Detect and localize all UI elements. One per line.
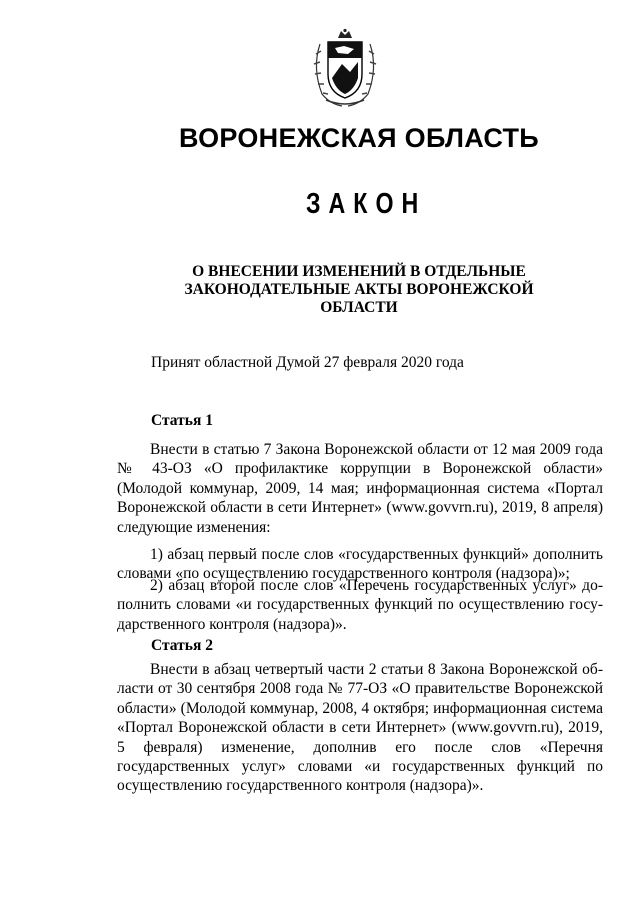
article-2-text: Внести в абзац четвертый части 2 статьи 8 Закона Воронежской области от 30 сентября 2008 года № 77-ОЗ «О правительстве Воронежской области» (Молодой коммунар, 2008, 4 октября; информационная система «Портал Воронежской области в сети Интернет» (www.govvrn.ru), 2019, 5 февраля) изменение, дополнив его после слов «Перечня государственных услуг» словами «и государственных функций по осуществлению государственного контроля (надзора)».: [117, 661, 603, 795]
article-1-item-2: 2) абзац второй после слов «Перечень государственных услуг» дополнить словами «и государственных функций по осуществлению государственного контроля (надзора)».: [117, 577, 603, 633]
region-title: ВОРОНЕЖСКАЯ ОБЛАСТЬ: [178, 123, 540, 153]
article-2-title: Статья 2: [151, 637, 213, 654]
law-heading: [160, 263, 558, 317]
article-1-title: Статья 1: [151, 412, 213, 429]
heading-line: ОБЛАСТИ: [320, 299, 398, 316]
law-title: ЗАКОН: [306, 188, 427, 220]
adoption-date: Принят областной Думой 27 февраля 2020 года: [151, 354, 464, 371]
coat-of-arms-emblem: [308, 28, 382, 108]
heading-line: ЗАКОНОДАТЕЛЬНЫЕ АКТЫ ВОРОНЕЖСКОЙ: [184, 281, 534, 298]
article-1-intro: Внести в статью 7 Закона Воронежской области от 12 мая 2009 года № 43-ОЗ «О профилактике коррупции в Воронежской области» (Молодой коммунар, 2009, 14 мая; информационная система «Портал Воронежской области в сети Интернет» (www.govvrn.ru), 2019, 8 апреля) следующие изменения:: [117, 441, 603, 536]
heading-line: О ВНЕСЕНИИ ИЗМЕНЕНИЙ В ОТДЕЛЬНЫЕ: [192, 263, 526, 280]
article-1-item-1: 1) абзац первый после слов «государственных функций» дополнить словами «по осуществлению государственного контроля (надзора)»;: [117, 546, 603, 583]
